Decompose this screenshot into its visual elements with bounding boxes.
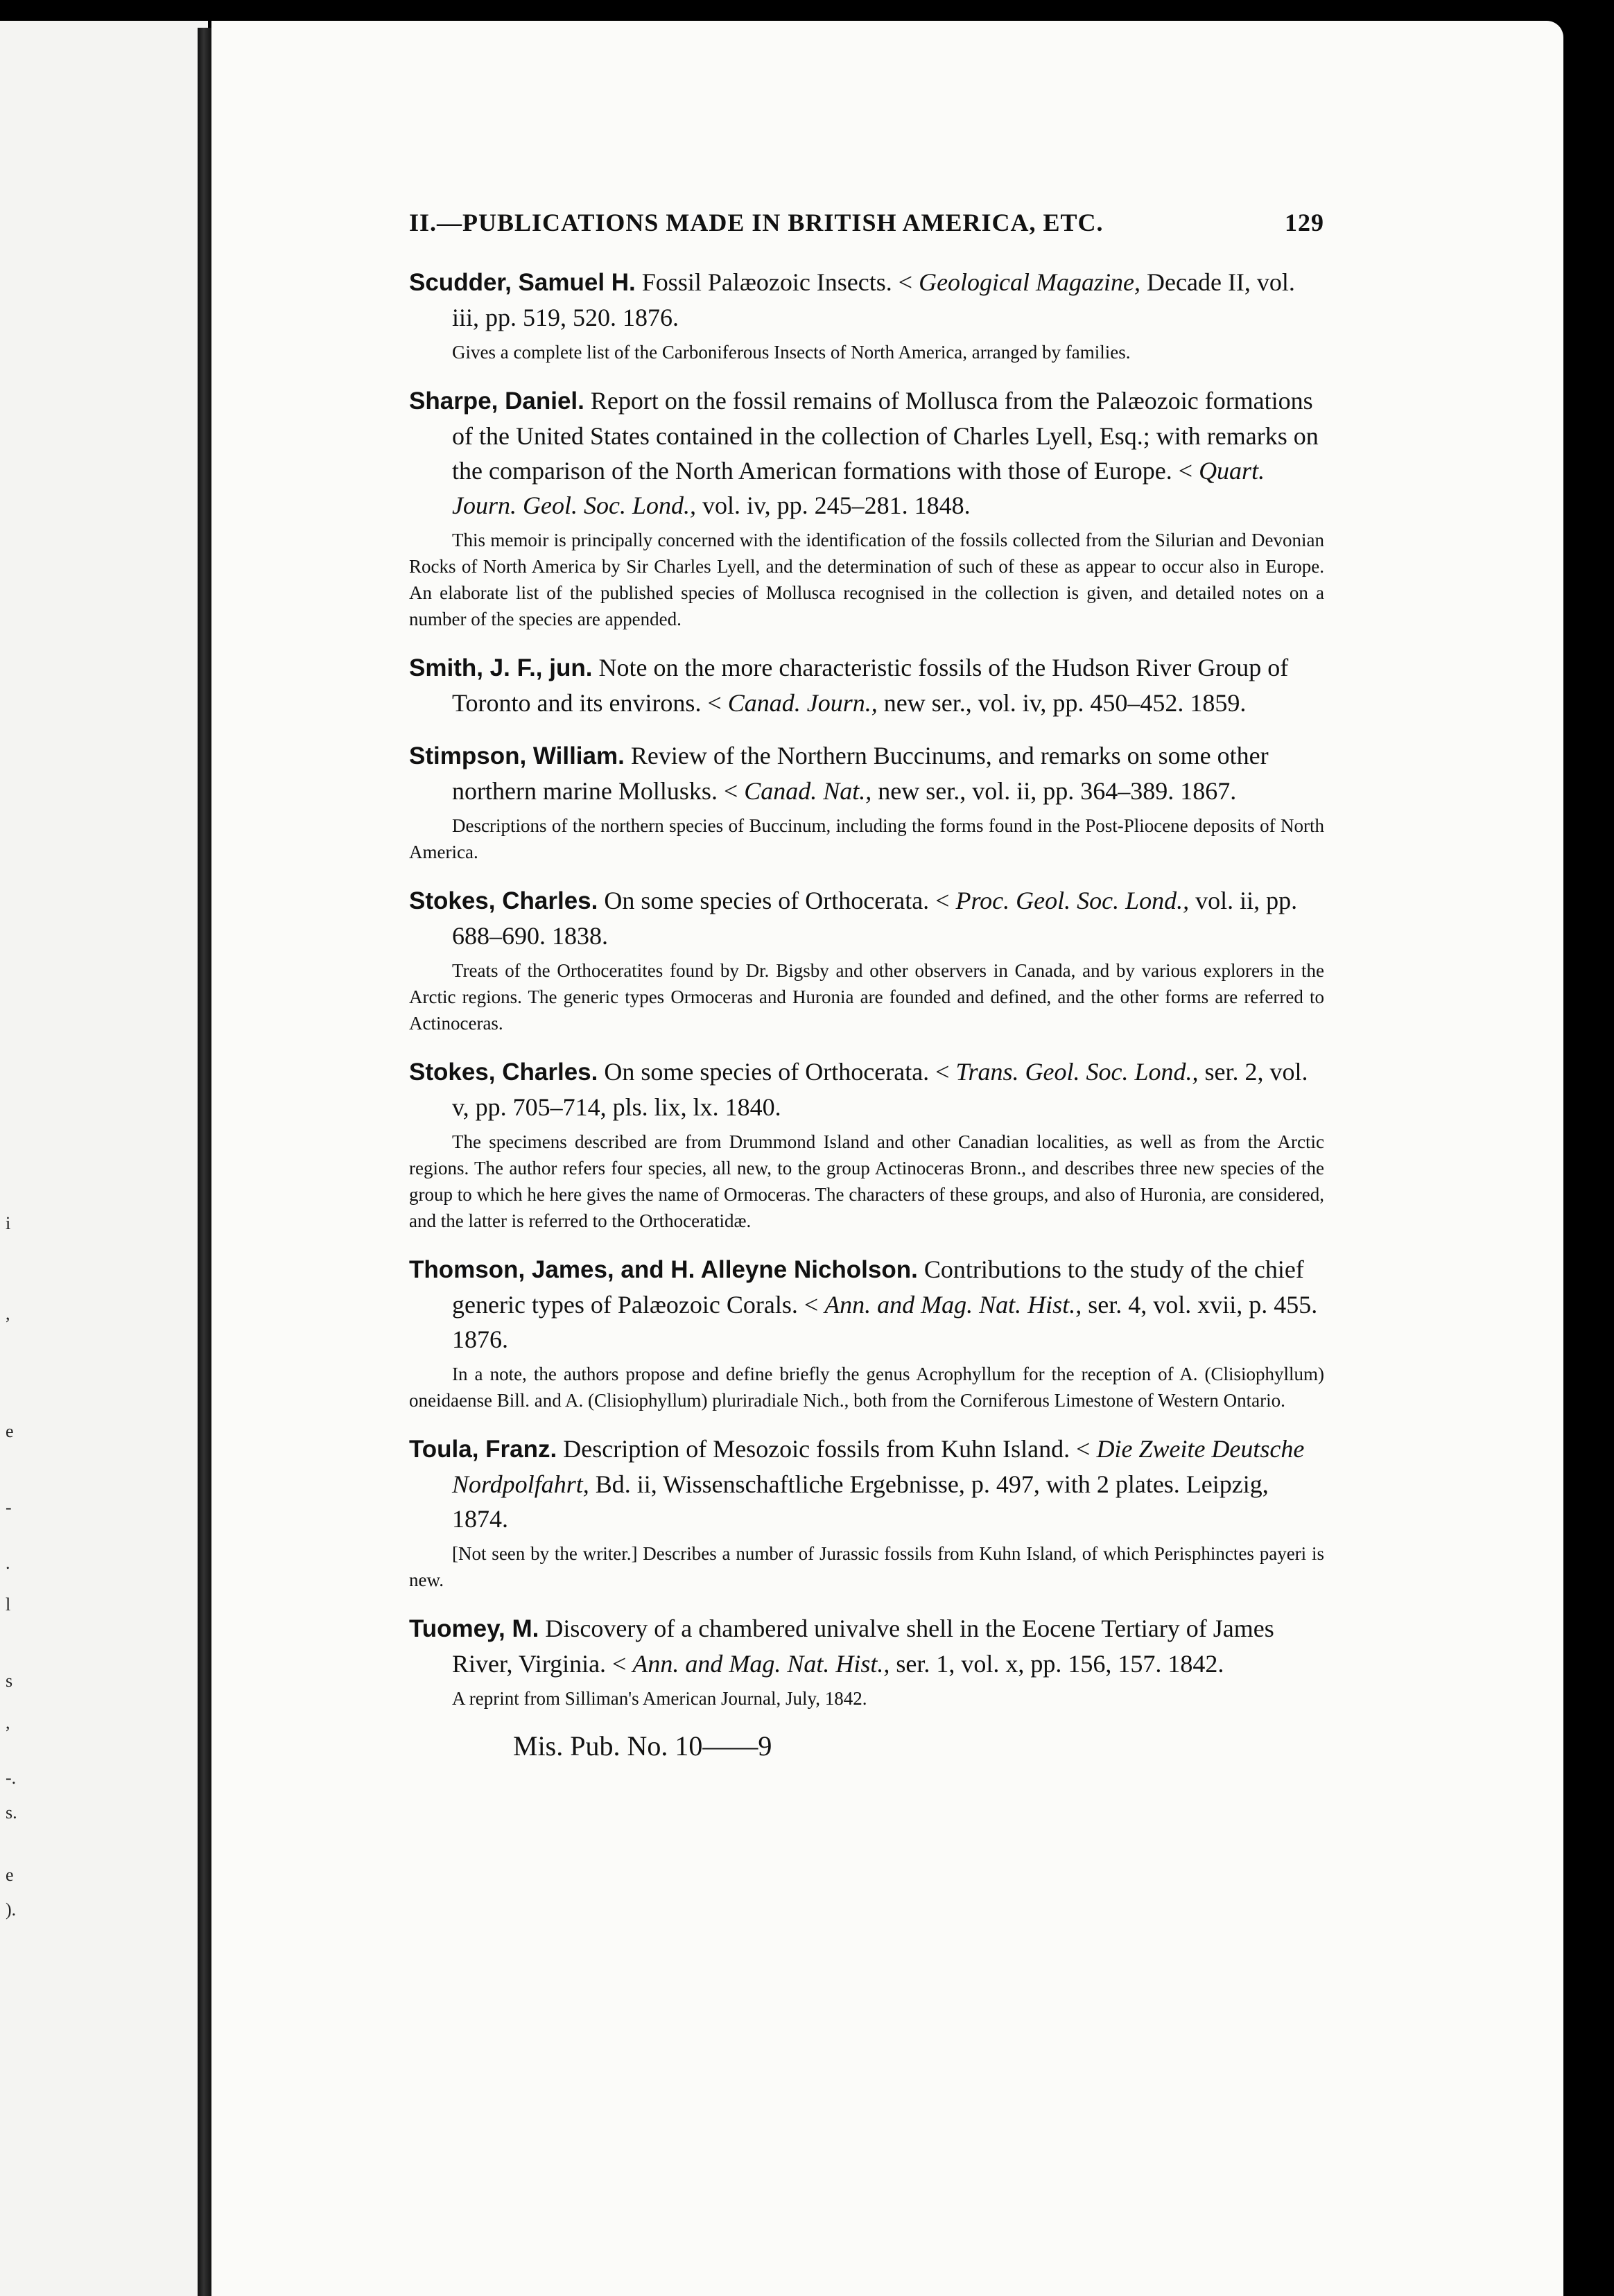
entry-details: ser. 2, vol. v, pp. 705–714, pls. lix, lx. 1840.	[452, 1058, 1308, 1121]
entry-source: Proc. Geol. Soc. Lond.,	[955, 887, 1190, 914]
entry-author: Scudder, Samuel H.	[409, 269, 636, 296]
margin-fragment: ,	[6, 1712, 10, 1732]
citation: Stokes, Charles. On some species of Orthocerata. < Proc. Geol. Soc. Lond., vol. ii, pp. 688–690. 1838.	[409, 887, 1298, 950]
entry-source: Geological Magazine,	[919, 268, 1141, 296]
entry-source: Ann. and Mag. Nat. Hist.,	[824, 1291, 1082, 1319]
entry-title: Review of the Northern Buccinums, and remarks on some other northern marine Mollusks.	[452, 742, 1269, 805]
citation: Stimpson, William. Review of the Northern Buccinums, and remarks on some other northern marine Mollusks. < Canad. Nat., new ser., vol. ii, pp. 364–389. 1867.	[409, 742, 1269, 805]
entry-details: ser. 4, vol. xvii, p. 455. 1876.	[452, 1291, 1318, 1353]
entry-author: Sharpe, Daniel.	[409, 388, 584, 415]
citation: Smith, J. F., jun. Note on the more characteristic fossils of the Hudson River Group of Toronto and its environs. < Canad. Journ., new ser., vol. iv, pp. 450–452. 1859.	[409, 654, 1289, 717]
entry-title: Report on the fossil remains of Mollusca from the Palæozoic formations of the United States contained in the collection of Charles Lyell, Esq.; with remarks on the comparison of the North American formations with those of Europe.	[452, 387, 1319, 485]
margin-fragment: ,	[6, 1303, 10, 1323]
entry-author: Stokes, Charles.	[409, 887, 598, 914]
entry-details: new ser., vol. ii, pp. 364–389. 1867.	[878, 777, 1237, 805]
entry-note: In a note, the authors propose and define briefly the genus Acrophyllum for the reception of A. (Clisiophyllum) oneidaense Bill. and A. (Clisiophyllum) pluriradiale Nich., both from the Corniferous Limestone of Western Ontario.	[409, 1364, 1324, 1411]
entry-title: Description of Mesozoic fossils from Kuhn Island.	[563, 1435, 1070, 1463]
bibliography-entry	[409, 883, 1324, 1036]
entry-source: Trans. Geol. Soc. Lond.,	[955, 1058, 1199, 1086]
margin-fragment: .	[6, 1553, 10, 1573]
citation: Toula, Franz. Description of Mesozoic fossils from Kuhn Island. < Die Zweite Deutsche Nordpolfahrt, Bd. ii, Wissenschaftliche Ergebnisse, p. 497, with 2 plates. Leipzig, 1874.	[409, 1435, 1305, 1533]
citation: Tuomey, M. Discovery of a chambered univalve shell in the Eocene Tertiary of James River, Virginia. < Ann. and Mag. Nat. Hist., ser. 1, vol. x, pp. 156, 157. 1842.	[409, 1615, 1274, 1678]
entry-title: Contributions to the study of the chief generic types of Palæozoic Corals.	[452, 1255, 1304, 1319]
bibliography-entry	[409, 1432, 1324, 1593]
citation: Sharpe, Daniel. Report on the fossil remains of Mollusca from the Palæozoic formations of the United States contained in the collection of Charles Lyell, Esq.; with remarks on the comparison of the North American formations with those of Europe. < Quart. Journ. Geol. Soc. Lond., vol. iv, pp. 245–281. 1848.	[409, 387, 1319, 519]
entry-note: Treats of the Orthoceratites found by Dr. Bigsby and other observers in Canada, and by various explorers in the Arctic regions. The generic types Ormoceras and Huronia are founded and defined, and the other forms are referred to Actinoceras.	[409, 960, 1324, 1034]
bibliography-entry	[409, 265, 1324, 365]
entry-details: Decade II, vol. iii, pp. 519, 520. 1876.	[452, 268, 1295, 331]
entry-note: This memoir is principally concerned with the identification of the fossils collected from the Silurian and Devonian Rocks of North America by Sir Charles Lyell, and the determination of such of these as appear to occur also in Europe. An elaborate list of the published species of Mollusca recognised in the collection is given, and detailed notes on a number of the species are appended.	[409, 530, 1324, 629]
margin-fragment: e	[6, 1865, 14, 1885]
entry-source: Die Zweite Deutsche Nordpolfahrt,	[452, 1435, 1305, 1498]
citation: Stokes, Charles. On some species of Orthocerata. < Trans. Geol. Soc. Lond., ser. 2, vol. v, pp. 705–714, pls. lix, lx. 1840.	[409, 1058, 1308, 1121]
margin-fragment: l	[6, 1594, 11, 1615]
entry-title: Fossil Palæozoic Insects.	[641, 268, 892, 296]
entry-title: On some species of Orthocerata.	[604, 887, 930, 914]
entry-note: [Not seen by the writer.] Describes a number of Jurassic fossils from Kuhn Island, of which Perisphinctes payeri is new.	[409, 1543, 1324, 1590]
margin-fragment: e	[6, 1421, 14, 1441]
entry-author: Tuomey, M.	[409, 1615, 539, 1642]
margin-fragment: ).	[6, 1899, 17, 1920]
entry-author: Stokes, Charles.	[409, 1059, 598, 1086]
entry-title: Discovery of a chambered univalve shell in the Eocene Tertiary of James River, Virginia.	[452, 1615, 1274, 1678]
bibliography-entry	[409, 1611, 1324, 1712]
book-gutter	[198, 28, 211, 2296]
bibliography-entry	[409, 1054, 1324, 1234]
entry-author: Smith, J. F., jun.	[409, 654, 593, 681]
entry-author: Toula, Franz.	[409, 1436, 557, 1463]
signature-mark: Mis. Pub. No. 10——9	[513, 1730, 772, 1762]
margin-fragment: -	[6, 1497, 12, 1517]
entry-details: Bd. ii, Wissenschaftliche Ergebnisse, p. 497, with 2 plates. Leipzig, 1874.	[452, 1470, 1269, 1533]
entry-source: Canad. Nat.,	[744, 777, 872, 805]
margin-fragment: -.	[6, 1768, 17, 1788]
entry-title: On some species of Orthocerata.	[604, 1058, 930, 1086]
entry-source: Canad. Journ.,	[727, 689, 878, 717]
citation: Thomson, James, and H. Alleyne Nicholson. Contributions to the study of the chief generic types of Palæozoic Corals. < Ann. and Mag. Nat. Hist., ser. 4, vol. xvii, p. 455. 1876.	[409, 1255, 1318, 1353]
bibliography-entries	[409, 265, 1324, 1712]
entry-author: Thomson, James, and H. Alleyne Nicholson.	[409, 1256, 918, 1283]
bibliography-entry	[409, 383, 1324, 632]
entry-source: Ann. and Mag. Nat. Hist.,	[632, 1650, 890, 1678]
running-head-title: II.—PUBLICATIONS MADE IN BRITISH AMERICA, ETC.	[409, 209, 1104, 236]
entry-details: ser. 1, vol. x, pp. 156, 157. 1842.	[896, 1650, 1224, 1678]
facing-page-edge	[0, 21, 208, 2296]
entry-details: vol. ii, pp. 688–690. 1838.	[452, 887, 1298, 950]
margin-fragment: s.	[6, 1802, 17, 1823]
entry-author: Stimpson, William.	[409, 742, 625, 769]
bibliography-entry	[409, 1252, 1324, 1414]
margin-fragment: s	[6, 1671, 13, 1691]
entry-title: Note on the more characteristic fossils of the Hudson River Group of Toronto and its environs.	[452, 654, 1289, 717]
entry-details: vol. iv, pp. 245–281. 1848.	[702, 492, 971, 519]
entry-details: new ser., vol. iv, pp. 450–452. 1859.	[883, 689, 1247, 717]
entry-note: Gives a complete list of the Carboniferous Insects of North America, arranged by families.	[452, 342, 1131, 363]
page-number: 129	[1285, 209, 1324, 236]
bibliography-entry	[409, 650, 1324, 720]
page-content	[409, 208, 1324, 1762]
entry-source: Quart. Journ. Geol. Soc. Lond.,	[452, 457, 1265, 519]
entry-note: A reprint from Silliman's American Journal, July, 1842.	[452, 1688, 867, 1709]
margin-fragment: i	[6, 1213, 11, 1233]
entry-note: The specimens described are from Drummond Island and other Canadian localities, as well as from the Arctic regions. The author refers four species, all new, to the group Actinoceras Bronn., and describes three new species of the group to which he here gives the name of Ormoceras. The characters of these groups, and also of Huronia, are considered, and the latter is referred to the Orthoceratidæ.	[409, 1131, 1324, 1231]
citation: Scudder, Samuel H. Fossil Palæozoic Insects. < Geological Magazine, Decade II, vol. iii, pp. 519, 520. 1876.	[409, 268, 1295, 331]
entry-note: Descriptions of the northern species of Buccinum, including the forms found in the Post-Pliocene deposits of North America.	[409, 815, 1324, 862]
bibliography-entry	[409, 738, 1324, 865]
running-head	[409, 208, 1324, 237]
